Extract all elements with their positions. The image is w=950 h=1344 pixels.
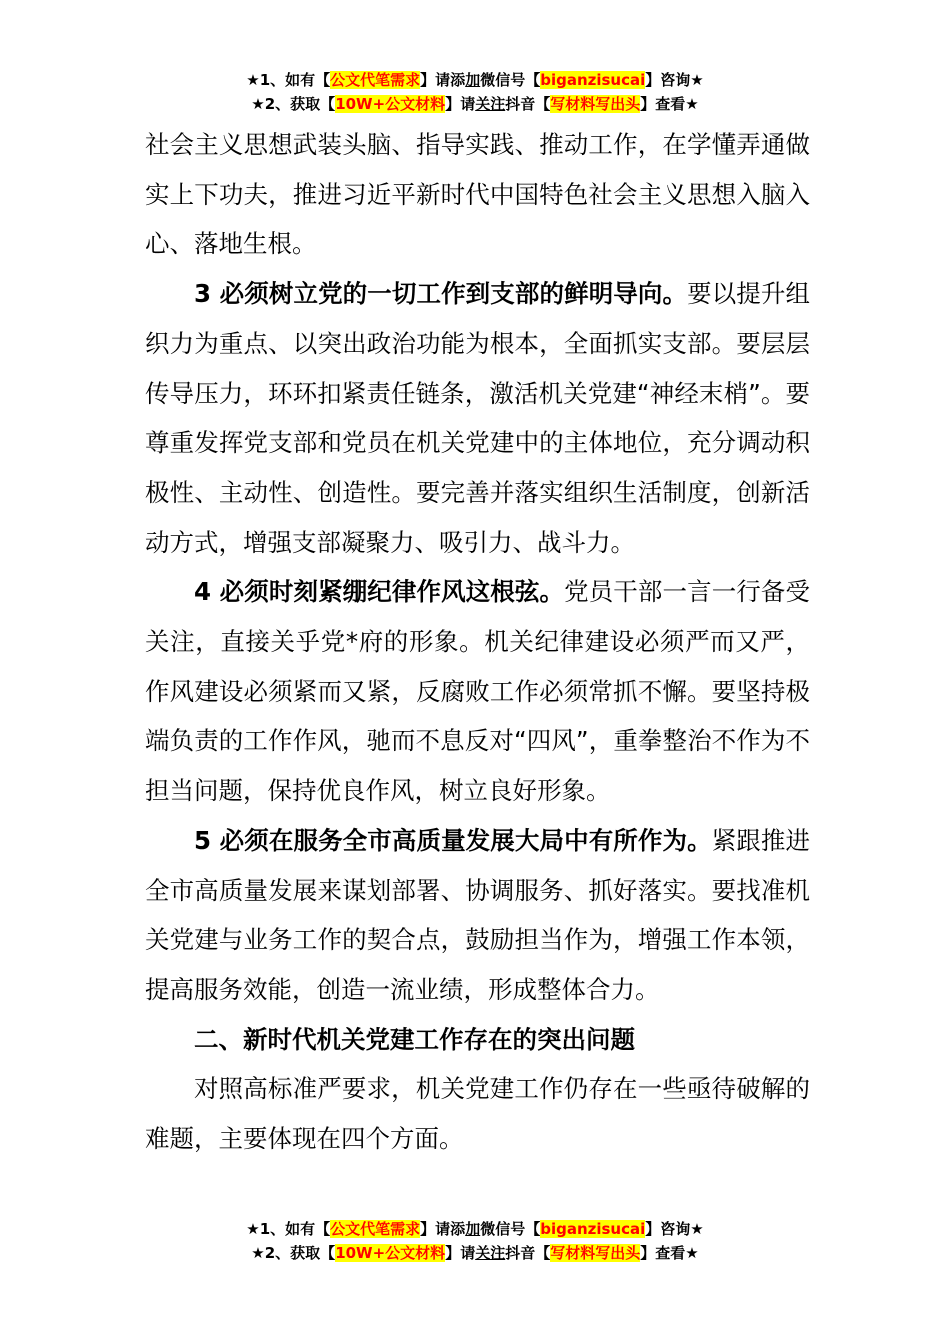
banner-highlight: 10W+公文材料 <box>335 95 446 113</box>
point-5-text: 紧跟推进全市高质量发展来谋划部署、协调服务、抓好落实。要找准机关党建与业务工作的契合点，鼓励担当作为，增强工作本领，提高服务效能，创造一流业绩，形成整体合力。 <box>145 825 811 1004</box>
banner-text: ★1、如有【 <box>246 1220 331 1238</box>
banner-text: 】咨询★ <box>645 71 704 89</box>
banner-highlight: 写材料写出头 <box>550 95 641 113</box>
banner-underlined-text: 加 <box>465 1220 481 1238</box>
point-4-lead: 4 必须时刻紧绷纪律作风这根弦。 <box>194 577 565 607</box>
banner-text: 】请添 <box>420 71 466 89</box>
point-3-text: 要以提升组织力为重点、以突出政治功能为根本，全面抓实支部。要层层传导压力，环环扣紧责任链条，激活机关党建“神经末梢”。要尊重发挥党支部和党员在机关党建中的主体地位，充分调动积极性、主动性、创造性。要完善并落实组织生活制度，创新活动方式，增强支部凝聚力、吸引力、战斗力。 <box>145 279 810 557</box>
banner-text: 】咨询★ <box>645 1220 704 1238</box>
banner-text: ★1、如有【 <box>246 71 331 89</box>
banner-text: 】查看★ <box>640 1244 699 1262</box>
banner-highlight: 写材料写出头 <box>550 1244 641 1262</box>
banner-text: 微信号【 <box>480 71 541 89</box>
banner-text: 】请 <box>445 95 476 113</box>
banner-text: 】请 <box>445 1244 476 1262</box>
banner-underlined-text: 加 <box>465 71 481 89</box>
paragraph-point-5 <box>145 816 810 1015</box>
header-banner <box>0 68 950 116</box>
banner-text: 】请添 <box>420 1220 466 1238</box>
banner-highlight: biganzisucai <box>540 1220 646 1238</box>
banner-highlight: 公文代笔需求 <box>330 71 421 89</box>
banner-text: ★2、获取【 <box>251 1244 336 1262</box>
banner-line-1 <box>0 1217 950 1241</box>
banner-highlight: biganzisucai <box>540 71 646 89</box>
banner-underlined-text: 关注 <box>475 1244 506 1262</box>
paragraph-continued: 社会主义思想武装头脑、指导实践、推动工作，在学懂弄通做实上下功夫，推进习近平新时代中国特色社会主义思想入脑入心、落地生根。 <box>145 130 810 259</box>
banner-text: 抖音【 <box>505 95 551 113</box>
point-4-text: 党员干部一言一行备受关注，直接关乎党*府的形象。机关纪律建设必须严而又严，作风建设必须紧而又紧，反腐败工作必须常抓不懈。要坚持极端负责的工作作风，驰而不息反对“四风”，重拳整治不作为不担当问题，保持优良作风，树立良好形象。 <box>145 577 811 806</box>
document-body <box>145 120 810 1164</box>
point-3-lead: 3 必须树立党的一切工作到支部的鲜明导向。 <box>194 279 688 309</box>
banner-text: 】查看★ <box>640 95 699 113</box>
banner-text: 抖音【 <box>505 1244 551 1262</box>
banner-underlined-text: 关注 <box>475 95 506 113</box>
banner-line-2 <box>0 1241 950 1265</box>
banner-text: ★2、获取【 <box>251 95 336 113</box>
banner-line-1 <box>0 68 950 92</box>
banner-text: 微信号【 <box>480 1220 541 1238</box>
section-heading: 二、新时代机关党建工作存在的突出问题 <box>194 1024 635 1054</box>
point-5-lead: 5 必须在服务全市高质量发展大局中有所作为。 <box>194 825 712 855</box>
paragraph-section-intro: 对照高标准严要求，机关党建工作仍存在一些亟待破解的难题，主要体现在四个方面。 <box>145 1074 810 1154</box>
banner-line-2 <box>0 92 950 116</box>
paragraph-point-4 <box>145 567 810 816</box>
banner-highlight: 公文代笔需求 <box>330 1220 421 1238</box>
footer-banner <box>0 1217 950 1265</box>
banner-highlight: 10W+公文材料 <box>335 1244 446 1262</box>
paragraph-point-3 <box>145 269 810 567</box>
